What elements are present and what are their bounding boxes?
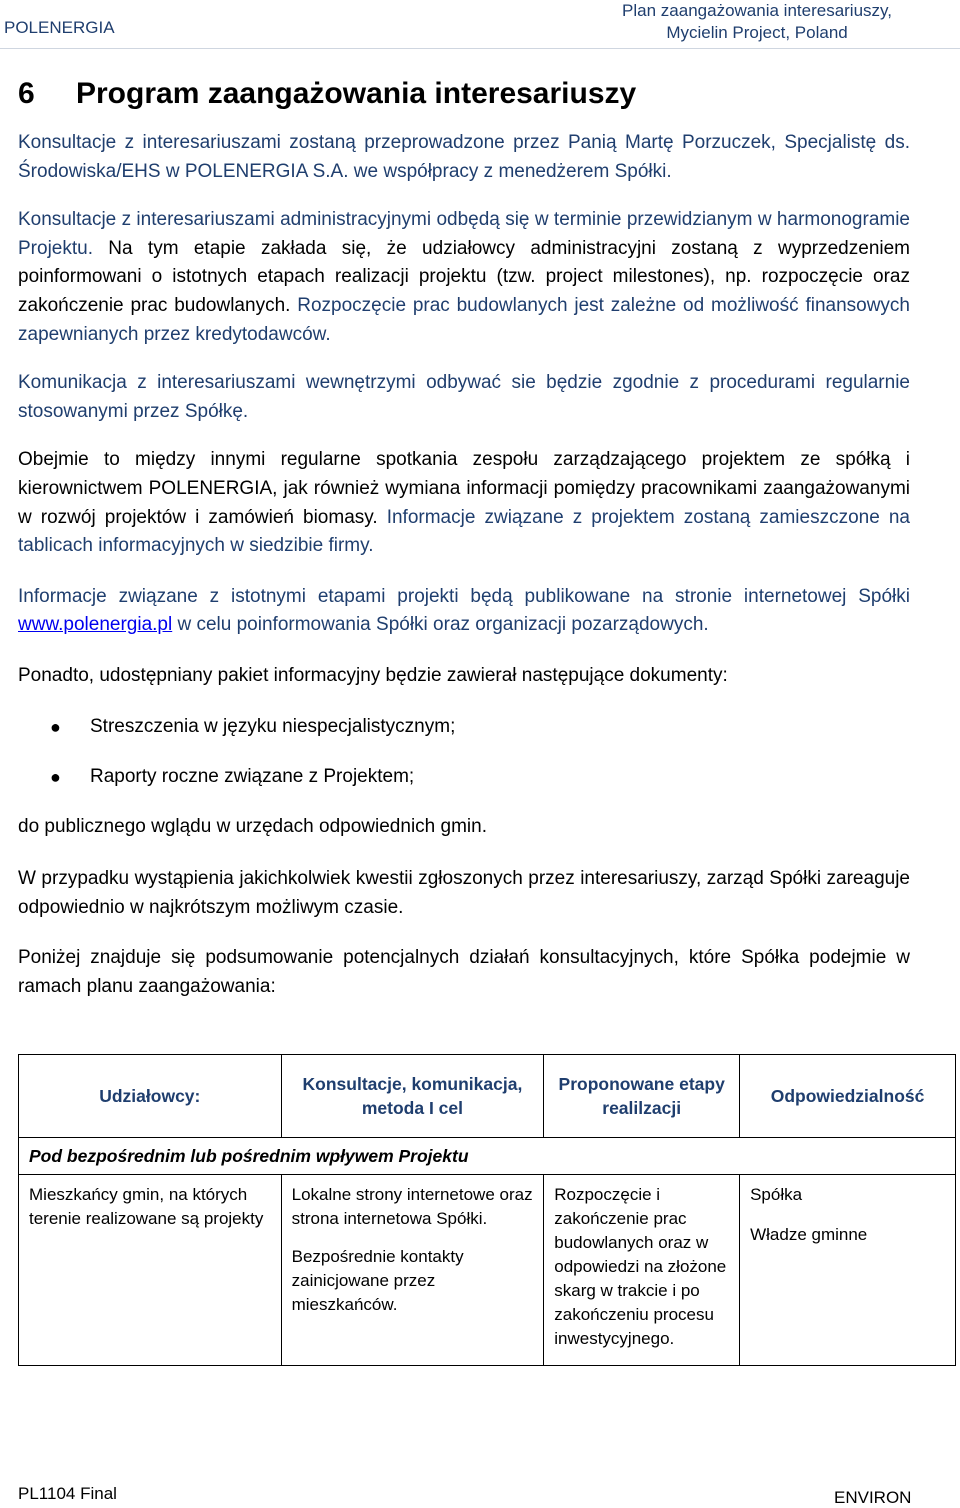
table-header-methods: Konsultacje, komunikacja, metoda I cel: [281, 1055, 544, 1138]
consultation-summary-table: [18, 1054, 956, 1366]
paragraph-website-after: w celu poinformowania Spółki oraz organizacji pozarządowych.: [172, 614, 709, 636]
list-item-text: Raporty roczne związane z Projektem;: [90, 765, 415, 787]
responsibility-item: Spółka: [750, 1185, 803, 1204]
header-company: POLENERGIA: [4, 18, 115, 37]
method-item: Bezpośrednie kontakty zainicjowane przez mieszkańców.: [291, 1247, 464, 1314]
responsibility-item: Władze gminne: [750, 1225, 868, 1244]
list-item-text: Streszczenia w języku niespecjalistycznym;: [90, 715, 456, 737]
table-group-row: [19, 1138, 956, 1175]
header-doc-title: [622, 0, 892, 44]
section-title: Program zaangażowania interesariuszy: [76, 77, 637, 110]
table-header-stages: Proponowane etapy realilzacji: [544, 1055, 740, 1138]
table-row: [19, 1175, 956, 1366]
paragraph-website-before: Informacje związane z istotnymi etapami projekti będą publikowane na stronie internetowej Spółki: [18, 585, 910, 607]
table-cell-stages: Rozpoczęcie i zakończenie prac budowlanych oraz w odpowiedzi na złożone skarg w trakcie i po zakończeniu procesu inwestycyjnego.: [544, 1175, 740, 1366]
document-body: [18, 74, 910, 1001]
table-header-row: [19, 1055, 956, 1138]
paragraph-admin-consultations: [18, 206, 910, 349]
table-cell-responsibility: [740, 1175, 956, 1366]
paragraph-summary-intro: Poniżej znajduje się podsumowanie potencjalnych działań konsultacyjnych, które Spółka podejmie w ramach planu zaangażowania:: [18, 947, 910, 997]
header-divider: [0, 48, 960, 49]
section-number: 6: [18, 77, 35, 110]
document-list: [18, 713, 910, 791]
paragraph-admin-part3: Rozpoczęcie prac budowlanych jest zależne od możliwość finansowych zapewnianych przez kredytodawców.: [18, 294, 910, 345]
table-cell-methods: [281, 1175, 544, 1366]
paragraph-meetings: [18, 446, 910, 560]
table-group-label: Pod bezpośrednim lub pośrednim wpływem Projektu: [19, 1138, 956, 1175]
paragraph-internal-communication: Komunikacja z interesariuszami wewnętrzymi odbywać sie będzie zgodnie z procedurami regularnie stosowanymi przez Spółkę.: [18, 372, 910, 422]
paragraph-admin-part2: Na tym etapie zakłada się, że udziałowcy administracyjni zostaną z wyprzedzeniem poinformowani o istotnych etapach realizacji projektu (tzw. project milestones), np. rozpoczęcie oraz zakończenie prac budowlanych.: [18, 237, 910, 316]
list-item: [18, 763, 910, 791]
section-heading: [18, 74, 910, 114]
paragraph-response: W przypadku wystąpienia jakichkolwiek kwestii zgłoszonych przez interesariuszy, zarząd Spółki zareaguje odpowiednio w najkrótszym możliwym czasie.: [18, 868, 910, 918]
method-item: Lokalne strony internetowe oraz strona internetowa Spółki.: [291, 1185, 533, 1228]
paragraph-consultations: Konsultacje z interesariuszami zostaną przeprowadzone przez Panią Martę Porzuczek, Specjalistę ds. Środowiska/EHS w POLENERGIA S.A. we współpracy z menedżerem Spółki.: [18, 132, 910, 182]
paragraph-info-package: Ponadto, udostępniany pakiet informacyjny będzie zawierał następujące dokumenty:: [18, 664, 728, 686]
footer-brand: ENVIRON: [834, 1488, 912, 1507]
table-cell-stakeholders: Mieszkańcy gmin, na których terenie realizowane są projekty: [19, 1175, 282, 1366]
paragraph-admin-part1: Konsultacje z interesariuszami administracyjnymi odbędą się w terminie przewidzianym w harmonogramie Projektu.: [18, 209, 910, 259]
table-header-stakeholders: Udziałowcy:: [19, 1055, 282, 1138]
header-doc-title-line1: Plan zaangażowania interesariuszy,: [622, 1, 892, 20]
bullet-icon: ●: [50, 716, 61, 737]
paragraph-meetings-part1: Obejmie to między innymi regularne spotkania zespołu zarządzającego projektem ze spółką i kierownictwem POLENERGIA, jak również wymiana informacji pomiędzy pracownikami zaangażowanymi w rozwój projektów i zamówień biomasy.: [18, 449, 910, 528]
header-doc-title-line2: Mycielin Project, Poland: [666, 23, 848, 42]
polenergia-website-link[interactable]: www.polenergia.pl: [18, 614, 173, 636]
paragraph-meetings-part2: Informacje związane z projektem zostaną zamieszczone na tablicach informacyjnych w siedzibie firmy.: [18, 506, 910, 557]
footer-document-code: PL1104 Final: [18, 1484, 117, 1503]
paragraph-website: [18, 583, 910, 640]
list-item: [18, 713, 910, 741]
paragraph-public-access: do publicznego wglądu w urzędach odpowiednich gmin.: [18, 815, 487, 837]
bullet-icon: ●: [50, 766, 61, 787]
table-header-responsibility: Odpowiedzialność: [740, 1055, 956, 1138]
